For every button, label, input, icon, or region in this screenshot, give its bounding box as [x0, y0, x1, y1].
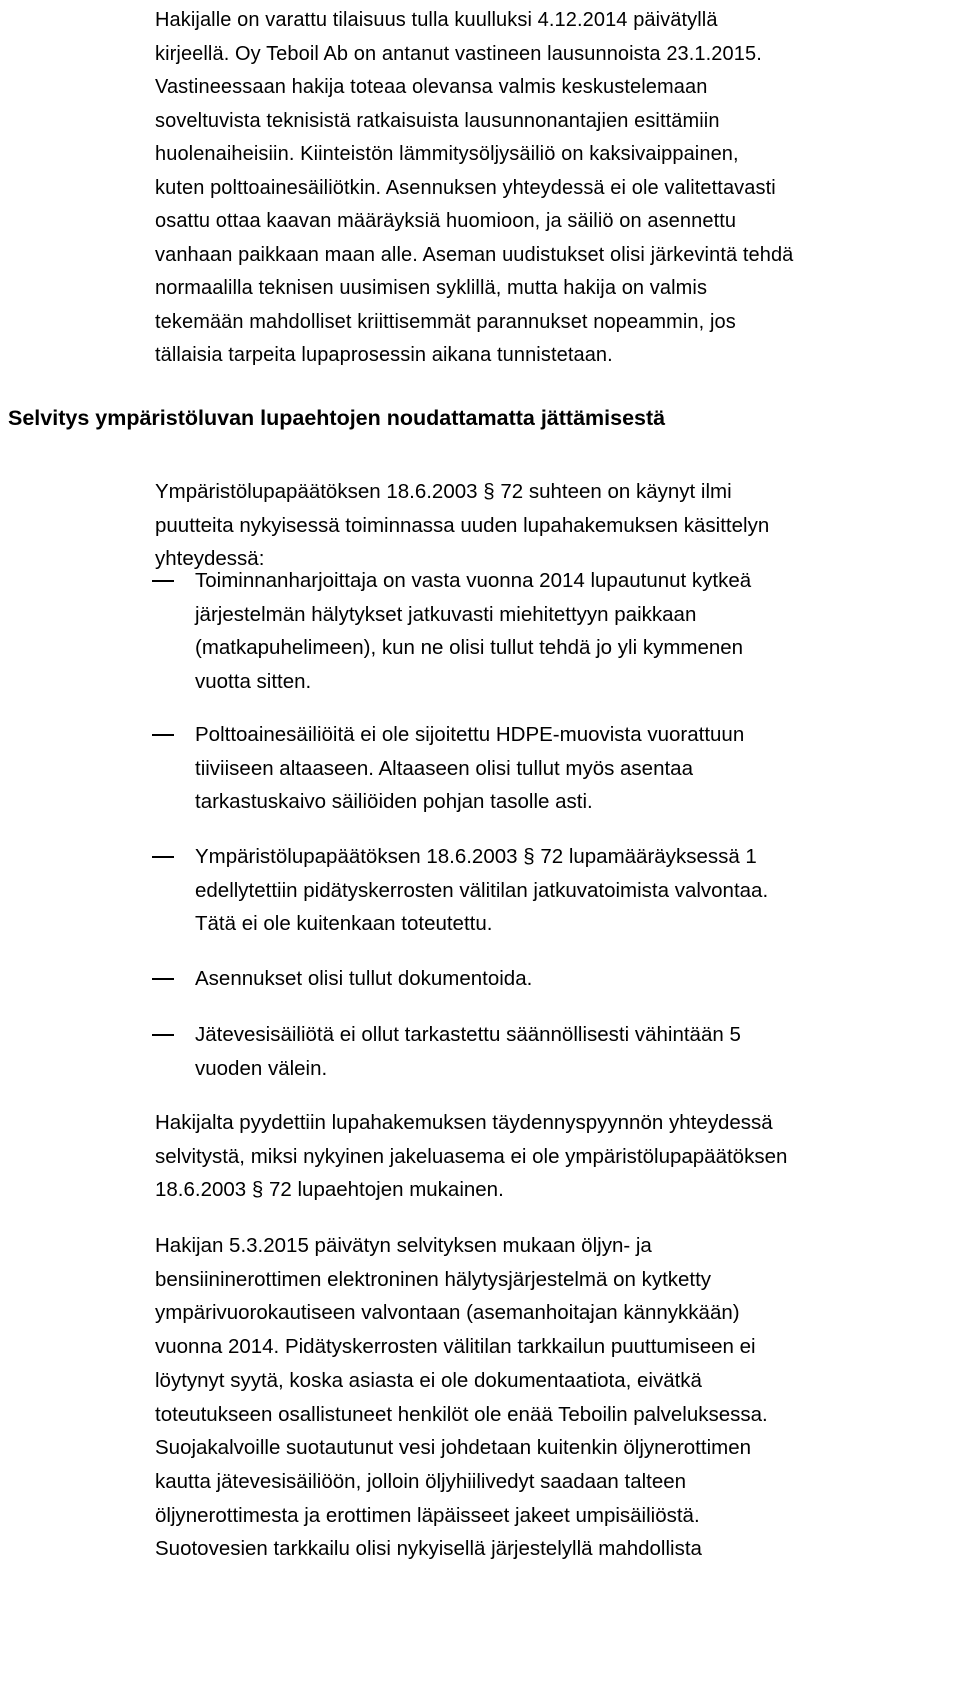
- dash-bullet-icon: [152, 580, 174, 582]
- dash-bullet-icon: [152, 1034, 174, 1036]
- text-line: vanhaan paikkaan maan alle. Aseman uudistukset olisi järkevintä tehdä: [155, 243, 794, 266]
- text-line: osattu ottaa kaavan määräyksiä huomioon, ja säiliö on asennettu: [155, 210, 737, 232]
- text-line: Jätevesisäiliötä ei ollut tarkastettu säännöllisesti vähintään 5: [195, 1023, 741, 1046]
- text-line: löytynyt syytä, koska asiasta ei ole dokumentaatiota, eivätkä: [155, 1368, 702, 1392]
- text-line: normaalilla teknisen uusimisen syklillä, mutta hakija on valmis: [155, 277, 708, 299]
- bullet-text: [195, 718, 940, 819]
- text-line: öljynerottimesta ja erottimen läpäisseet jakeet umpisäiliöstä.: [155, 1503, 700, 1527]
- bullet-text: [195, 564, 940, 698]
- text-line: Vastineessaan hakija toteaa olevansa valmis keskustelemaan: [155, 76, 708, 98]
- text-line: edellytettiin pidätyskerrosten välitilan jatkuvatoimista valvontaa.: [195, 878, 769, 902]
- text-line: Ympäristölupapäätöksen 18.6.2003 § 72 lupamääräyksessä 1: [195, 845, 757, 868]
- text-line: Suotovesien tarkkailu olisi nykyisellä järjestelyllä mahdollista: [155, 1537, 702, 1561]
- text-line: (matkapuhelimeen), kun ne olisi tullut tehdä jo yli kymmenen: [195, 636, 744, 659]
- bullet-text: [195, 840, 940, 941]
- text-line: puutteita nykyisessä toiminnassa uuden lupahakemuksen käsittelyn: [155, 513, 770, 537]
- text-line: tiiviiseen altaaseen. Altaaseen olisi tullut myös asentaa: [195, 756, 693, 780]
- text-line: Toiminnanharjoittaja on vasta vuonna 2014 lupautunut kytkeä: [195, 569, 752, 592]
- findings-intro-paragraph: [155, 475, 945, 576]
- text-line: Ympäristölupapäätöksen 18.6.2003 § 72 suhteen on käynyt ilmi: [155, 480, 732, 503]
- text-line: kuten polttoainesäiliötkin. Asennuksen yhteydessä ei ole valitettavasti: [155, 176, 776, 199]
- text-line: vuonna 2014. Pidätyskerrosten välitilan tarkkailun puuttumiseen ei: [155, 1335, 756, 1359]
- section-heading: Selvitys ympäristöluvan lupaehtojen noudattamatta jättämisestä: [8, 406, 666, 430]
- bullet-text: [195, 962, 940, 996]
- intro-paragraph: [155, 4, 945, 373]
- text-line: vuoden välein.: [195, 1056, 328, 1080]
- text-line: yhteydessä:: [155, 547, 265, 571]
- text-line: Asennukset olisi tullut dokumentoida.: [195, 967, 533, 990]
- text-line: kirjeellä. Oy Teboil Ab on antanut vastineen lausunnoista 23.1.2015.: [155, 42, 762, 65]
- text-line: selvitystä, miksi nykyinen jakeluasema ei ole ympäristölupapäätöksen: [155, 1144, 788, 1168]
- text-line: järjestelmän hälytykset jatkuvasti miehitettyyn paikkaan: [195, 602, 697, 626]
- response-paragraph: [155, 1229, 945, 1566]
- text-line: kautta jätevesisäiliöön, jolloin öljyhiilivedyt saadaan talteen: [155, 1469, 687, 1493]
- text-line: 18.6.2003 § 72 lupaehtojen mukainen.: [155, 1178, 504, 1202]
- text-line: tarkastuskaivo säiliöiden pohjan tasolle asti.: [195, 790, 593, 813]
- text-line: Hakijan 5.3.2015 päivätyn selvityksen mukaan öljyn- ja: [155, 1234, 652, 1257]
- text-line: Hakijalle on varattu tilaisuus tulla kuulluksi 4.12.2014 päivätyllä: [155, 9, 718, 31]
- text-line: huolenaiheisiin. Kiinteistön lämmitysöljysäiliö on kaksivaippainen,: [155, 143, 739, 165]
- text-line: tekemään mahdolliset kriittisemmät parannukset nopeammin, jos: [155, 310, 736, 333]
- dash-bullet-icon: [152, 734, 174, 736]
- dash-bullet-icon: [152, 978, 174, 980]
- text-line: Suojakalvoille suotautunut vesi johdetaan kuitenkin öljynerottimen: [155, 1436, 752, 1460]
- text-line: toteutukseen osallistuneet henkilöt ole enää Teboilin palveluksessa.: [155, 1402, 768, 1426]
- text-line: bensiininerottimen elektroninen hälytysjärjestelmä on kytketty: [155, 1267, 712, 1291]
- text-line: Hakijalta pyydettiin lupahakemuksen täydennyspyynnön yhteydessä: [155, 1111, 773, 1134]
- text-line: ympärivuorokautiseen valvontaan (asemanhoitajan kännykkään): [155, 1301, 740, 1325]
- text-line: Polttoainesäiliöitä ei ole sijoitettu HDPE-muovista vuorattuun: [195, 723, 745, 746]
- bullet-text: [195, 1018, 940, 1085]
- text-line: Tätä ei ole kuitenkaan toteutettu.: [195, 912, 493, 935]
- text-line: vuotta sitten.: [195, 669, 312, 693]
- request-paragraph: [155, 1106, 945, 1207]
- text-line: soveltuvista teknisistä ratkaisuista lausunnonantajien esittämiin: [155, 109, 720, 132]
- dash-bullet-icon: [152, 856, 174, 858]
- text-line: tällaisia tarpeita lupaprosessin aikana tunnistetaan.: [155, 344, 613, 366]
